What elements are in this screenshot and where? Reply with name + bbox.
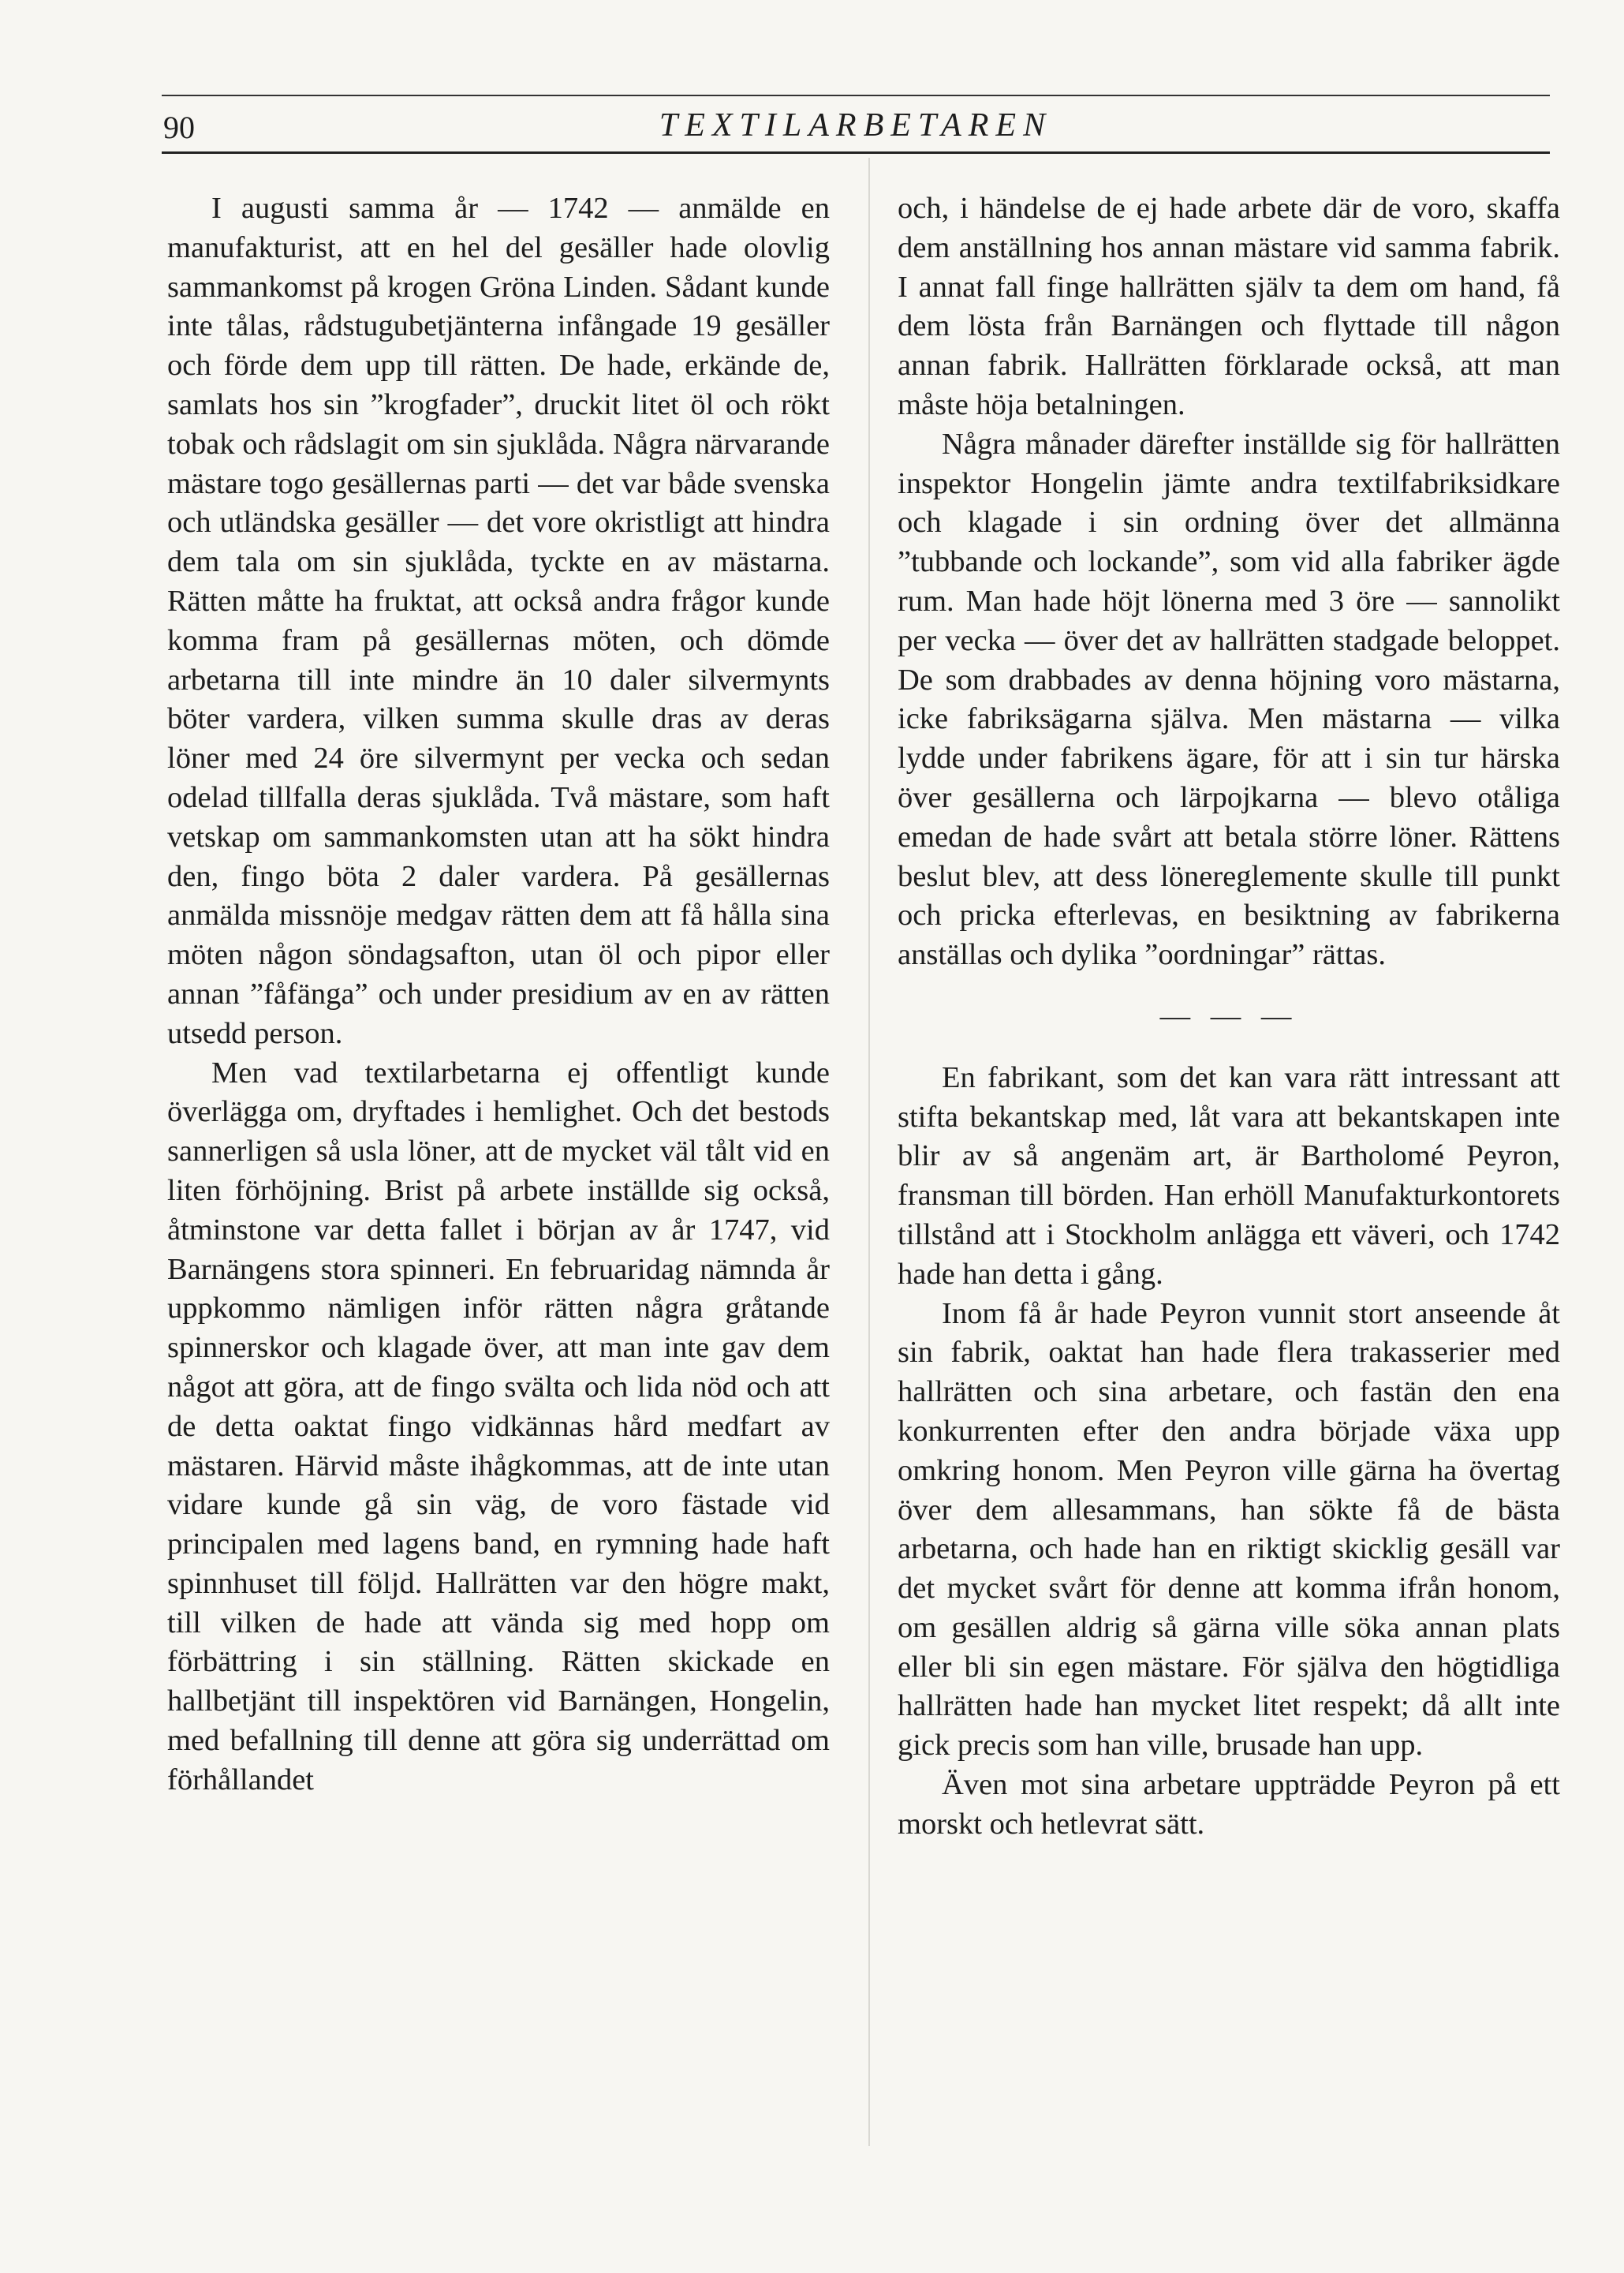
paragraph: Även mot sina arbetare uppträdde Peyron på ett morskt och hetlevrat sätt. [898,1768,1560,1841]
paragraph: Några månader därefter inställde sig för hallrätten inspektor Hongelin jämte andra textilfabriksidkare och klagade i sin ordning över det allmänna ”tubbande och lockande”, som vid alla fabriker ägde rum. Man hade höjt lönerna med 3 öre — sannolikt per vecka — över det av hallrätten stadgade beloppet. De som drabbades av denna höjning voro mästarna, icke fabriksägarna själva. Men mästarna — vilka lydde under fabrikens ägare, för att i sin tur härska över gesällerna och lärpojkarna — blevo otåliga emedan de hade svårt att betala större löner. Rättens beslut blev, att dess lönereglemente skulle till punkt och pricka efterlevas, en besiktning av fabrikerna anställas och dylika ”oordningar” rättas. [898,427,1560,972]
section-separator: — — — [1159,999,1298,1033]
paragraph: I augusti samma år — 1742 — anmälde en manufakturist, att en hel del gesäller hade olovlig sammankomst på krogen Gröna Linden. Sådant kunde inte tålas, rådstugubetjänterna infångade 19 gesäller och förde dem upp till rätten. De hade, erkände de, samlats hos sin ”krogfader”, druckit litet öl och rökt tobak och rådslagit om sin sjuklåda. Några närvarande mästare togo gesällernas parti — det var både svenska och utländska gesäller — det vore okristligt att hindra dem tala om sin sjuklåda, tyckte en av mästarna. Rätten måtte ha fruktat, att också andra frågor kunde komma fram på gesällernas möten, och dömde arbetarna till inte mindre än 10 daler silvermynts böter vardera, vilken summa skulle dras av deras löner med 24 öre silvermynt per vecka och sedan odelad tillfalla deras sjuklåda. Två mästare, som haft vetskap om sammankomsten utan att ha sökt hindra den, fingo böta 2 daler vardera. På gesällernas anmälda missnöje medgav rätten dem att få hålla sina möten någon söndagsafton, utan öl och pipor eller annan ”fåfänga” och under presidium av en av rätten utsedd person. [167,192,830,1050]
paragraph: Men vad textilarbetarna ej offentligt kunde överlägga om, dryftades i hemlighet. Och det bestods sannerligen så usla löner, att de mycket väl tålt vid en liten förhöjning. Brist på arbete inställde sig också, åtminstone var detta fallet i början av år 1747, vid Barnängens stora spinneri. En februaridag nämnda år uppkommo nämligen inför rätten några gråtande spinnerskor och klagade över, att man inte gav dem något att göra, att de fingo svälta och lida nöd och att de detta oaktat fingo vidkännas hård medfart av mästaren. Härvid måste ihågkommas, att de inte utan vidare kunde gå sin väg, de voro fästade vid principalen med lagens band, en rymning hade haft spinnhuset till följd. Hallrätten var den högre makt, till vilken de hade att vända sig med hopp om förbättring i sin ställning. Rätten skickade en hallbetjänt till inspektören vid Barnängen, Hongelin, med befallning till denne att göra sig underrättad om förhållandet [167,1056,830,1796]
paragraph: Inom få år hade Peyron vunnit stort anseende åt sin fabrik, oaktat han hade flera trakasserier med hallrätten och sina arbetare, och fastän den ena konkurrenten efter den andra började växa upp omkring honom. Men Peyron ville gärna ha övertag över dem allesammans, han sökte få de bästa arbetarna, och hade han en riktigt skicklig gesäll var det mycket svårt för denne att komma ifrån honom, om gesällen aldrig så gärna ville söka annan plats eller bli sin egen mästare. För själva den högtidliga hallrätten hade han mycket litet respekt; då allt inte gick precis som han ville, brusade han upp. [898,1296,1560,1763]
paragraph: En fabrikant, som det kan vara rätt intressant att stifta bekantskap med, låt vara att bekantskapen inte blir av så angenäm art, är Bartholomé Peyron, fransman till börden. Han erhöll Manufakturkontorets tillstånd att i Stockholm anlägga ett väveri, och 1742 hade han detta i gång. [898,1060,1560,1291]
header-top-rule [162,95,1550,96]
column-divider [868,158,870,2146]
page-header [162,95,1550,158]
right-column [898,189,1560,1845]
left-column [167,189,830,1800]
paragraph-continued: och, i händelse de ej hade arbete där de voro, skaffa dem anställning hos annan mästare vid samma fabrik. I annat fall finge hallrätten själv ta dem om hand, få dem lösta från Barnängen och flyttade till någon annan fabrik. Hallrätten förklarade också, att man måste höja betalningen. [898,192,1560,421]
page-number: 90 [163,110,195,145]
header-bottom-rule [162,151,1550,154]
running-title: TEXTILARBETAREN [659,107,1053,144]
